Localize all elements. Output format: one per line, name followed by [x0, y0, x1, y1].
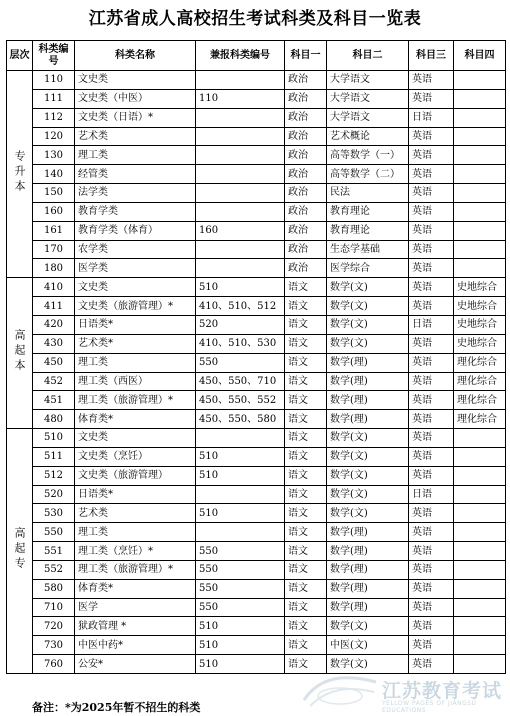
cell-name: 日语类* — [75, 485, 196, 504]
cell-name: 理工类 — [75, 353, 196, 372]
cell-subject-3: 英语 — [409, 353, 454, 372]
cell-subject-1: 语文 — [285, 297, 327, 316]
cell-subject-3: 英语 — [409, 89, 454, 108]
cell-subject-1: 语文 — [285, 560, 327, 579]
cell-subject-1: 政治 — [285, 184, 327, 203]
watermark — [300, 666, 505, 712]
cell-subject-3: 日语 — [409, 108, 454, 127]
cell-concurrent: 510 — [196, 504, 285, 523]
cell-code: 480 — [33, 410, 75, 429]
cell-name: 体育类* — [75, 579, 196, 598]
cell-subject-2: 医学综合 — [327, 259, 409, 278]
cell-code: 512 — [33, 466, 75, 485]
cell-subject-2: 高等数学（一） — [327, 146, 409, 165]
table-row — [7, 560, 506, 579]
cell-subject-3: 英语 — [409, 297, 454, 316]
cell-subject-4 — [454, 184, 506, 203]
header-name: 科类名称 — [75, 41, 196, 71]
cell-concurrent: 110 — [196, 89, 285, 108]
cell-subject-1: 语文 — [285, 315, 327, 334]
cell-subject-1: 语文 — [285, 579, 327, 598]
cell-subject-3: 英语 — [409, 429, 454, 448]
cell-subject-2: 数学(理) — [327, 579, 409, 598]
cell-subject-2: 数学(文) — [327, 429, 409, 448]
cell-subject-2: 教育理论 — [327, 202, 409, 221]
cell-subject-3: 英语 — [409, 372, 454, 391]
cell-subject-2: 数学(文) — [327, 655, 409, 674]
table-row — [7, 617, 506, 636]
cell-subject-2: 数学(文) — [327, 485, 409, 504]
cell-concurrent — [196, 202, 285, 221]
cell-concurrent — [196, 165, 285, 184]
cell-name: 农学类 — [75, 240, 196, 259]
cell-subject-4 — [454, 636, 506, 655]
cell-name: 教育学类（体育） — [75, 221, 196, 240]
cell-subject-2: 数学(文) — [327, 447, 409, 466]
cell-subject-3: 英语 — [409, 334, 454, 353]
cell-concurrent — [196, 523, 285, 542]
cell-name: 文史类 — [75, 278, 196, 297]
cell-subject-1: 语文 — [285, 353, 327, 372]
cell-subject-1: 政治 — [285, 146, 327, 165]
cell-subject-2: 数学(文) — [327, 504, 409, 523]
cell-subject-3: 英语 — [409, 165, 454, 184]
cell-code: 180 — [33, 259, 75, 278]
cell-name: 文史类（中医） — [75, 89, 196, 108]
cell-subject-2: 数学(文) — [327, 466, 409, 485]
cell-code: 110 — [33, 71, 75, 90]
cell-subject-3: 英语 — [409, 655, 454, 674]
header-level: 层次 — [7, 41, 33, 71]
cell-name: 法学类 — [75, 184, 196, 203]
cell-name: 文史类（日语）* — [75, 108, 196, 127]
cell-subject-3: 英语 — [409, 504, 454, 523]
cell-concurrent — [196, 259, 285, 278]
cell-subject-1: 政治 — [285, 221, 327, 240]
level-cell — [7, 429, 33, 674]
cell-name: 理工类 — [75, 146, 196, 165]
cell-code: 520 — [33, 485, 75, 504]
cell-name: 艺术类 — [75, 127, 196, 146]
cell-subject-1: 语文 — [285, 429, 327, 448]
cell-subject-1: 政治 — [285, 108, 327, 127]
cell-code: 451 — [33, 391, 75, 410]
cell-subject-2: 数学(理) — [327, 542, 409, 561]
cell-subject-1: 语文 — [285, 542, 327, 561]
cell-subject-4 — [454, 617, 506, 636]
cell-subject-2: 大学语文 — [327, 108, 409, 127]
cell-name: 教育学类 — [75, 202, 196, 221]
cell-subject-2: 数学(文) — [327, 334, 409, 353]
cell-name: 理工类（旅游管理）* — [75, 560, 196, 579]
cell-subject-1: 政治 — [285, 71, 327, 90]
cell-subject-3: 英语 — [409, 447, 454, 466]
cell-subject-3: 英语 — [409, 617, 454, 636]
cell-concurrent: 510 — [196, 447, 285, 466]
cell-subject-4 — [454, 127, 506, 146]
table-row — [7, 466, 506, 485]
cell-subject-4: 史地综合 — [454, 334, 506, 353]
cell-subject-4 — [454, 579, 506, 598]
table-row — [7, 315, 506, 334]
table-row — [7, 297, 506, 316]
cell-subject-1: 语文 — [285, 598, 327, 617]
cell-concurrent: 160 — [196, 221, 285, 240]
header-concurrent: 兼报科类编号 — [196, 41, 285, 71]
cell-name: 理工类（旅游管理）* — [75, 391, 196, 410]
table-row — [7, 240, 506, 259]
cell-code: 450 — [33, 353, 75, 372]
cell-subject-3: 英语 — [409, 391, 454, 410]
cell-name: 体育类* — [75, 410, 196, 429]
cell-subject-2: 生态学基础 — [327, 240, 409, 259]
table-row — [7, 259, 506, 278]
cell-subject-2: 大学语文 — [327, 89, 409, 108]
cell-subject-1: 语文 — [285, 485, 327, 504]
cell-concurrent: 450、550、710 — [196, 372, 285, 391]
cell-subject-1: 政治 — [285, 89, 327, 108]
cell-subject-4 — [454, 485, 506, 504]
cell-subject-2: 大学语文 — [327, 71, 409, 90]
cell-concurrent — [196, 184, 285, 203]
cell-subject-3: 英语 — [409, 127, 454, 146]
cell-code: 760 — [33, 655, 75, 674]
cell-concurrent: 450、550、580 — [196, 410, 285, 429]
cell-subject-4: 理化综合 — [454, 353, 506, 372]
cell-subject-1: 语文 — [285, 466, 327, 485]
cell-subject-4 — [454, 89, 506, 108]
cell-subject-4 — [454, 598, 506, 617]
cell-subject-4 — [454, 202, 506, 221]
cell-name: 文史类 — [75, 71, 196, 90]
table-row — [7, 429, 506, 448]
cell-concurrent: 550 — [196, 598, 285, 617]
cell-subject-2: 数学(理) — [327, 353, 409, 372]
cell-subject-1: 语文 — [285, 523, 327, 542]
header-subject-4: 科目四 — [454, 41, 506, 71]
cell-name: 狱政管理 * — [75, 617, 196, 636]
cell-subject-4 — [454, 504, 506, 523]
cell-name: 艺术类 — [75, 504, 196, 523]
header-code: 科类编号 — [33, 41, 75, 71]
cell-subject-1: 语文 — [285, 410, 327, 429]
cell-concurrent — [196, 240, 285, 259]
cell-subject-1: 语文 — [285, 447, 327, 466]
cell-subject-1: 政治 — [285, 165, 327, 184]
table-row — [7, 221, 506, 240]
cell-subject-4 — [454, 429, 506, 448]
cell-subject-3: 英语 — [409, 240, 454, 259]
cell-concurrent: 510 — [196, 466, 285, 485]
watermark-text: 江苏教育考试 — [382, 680, 503, 702]
cell-concurrent — [196, 127, 285, 146]
table-row — [7, 334, 506, 353]
header-subject-1: 科目一 — [285, 41, 327, 71]
cell-code: 720 — [33, 617, 75, 636]
table-row — [7, 278, 506, 297]
cell-subject-4: 理化综合 — [454, 391, 506, 410]
cell-subject-4: 史地综合 — [454, 297, 506, 316]
cell-name: 医学类 — [75, 259, 196, 278]
cell-subject-1: 语文 — [285, 372, 327, 391]
cell-concurrent: 450、550、552 — [196, 391, 285, 410]
level-cell — [7, 278, 33, 429]
cell-code: 551 — [33, 542, 75, 561]
cell-code: 530 — [33, 504, 75, 523]
table-row — [7, 523, 506, 542]
cell-concurrent: 510 — [196, 278, 285, 297]
cell-subject-4 — [454, 542, 506, 561]
cell-subject-1: 政治 — [285, 127, 327, 146]
cell-concurrent: 550 — [196, 353, 285, 372]
cell-subject-4 — [454, 523, 506, 542]
cell-name: 理工类 — [75, 523, 196, 542]
level-label: 专升本 — [13, 150, 26, 196]
cell-subject-2: 数学(文) — [327, 315, 409, 334]
cell-code: 120 — [33, 127, 75, 146]
cell-name: 理工类（西医） — [75, 372, 196, 391]
cell-subject-3: 英语 — [409, 71, 454, 90]
table-row — [7, 542, 506, 561]
watermark-subtext: YELLOW PAGES OF JIANGSU EDUCATIONS — [382, 700, 477, 714]
cell-subject-4 — [454, 560, 506, 579]
cell-subject-2: 数学(文) — [327, 278, 409, 297]
cell-subject-3: 英语 — [409, 278, 454, 297]
cell-subject-4 — [454, 466, 506, 485]
cell-code: 510 — [33, 429, 75, 448]
cell-subject-2: 教育理论 — [327, 221, 409, 240]
table-row — [7, 447, 506, 466]
cell-concurrent: 510 — [196, 636, 285, 655]
cell-code: 111 — [33, 89, 75, 108]
watermark-logo-icon — [300, 666, 380, 712]
cell-code: 150 — [33, 184, 75, 203]
cell-code: 170 — [33, 240, 75, 259]
cell-subject-3: 英语 — [409, 579, 454, 598]
cell-subject-4: 理化综合 — [454, 372, 506, 391]
cell-code: 550 — [33, 523, 75, 542]
table-row — [7, 353, 506, 372]
cell-code: 430 — [33, 334, 75, 353]
cell-code: 130 — [33, 146, 75, 165]
table-row — [7, 146, 506, 165]
cell-code: 160 — [33, 202, 75, 221]
cell-subject-4 — [454, 240, 506, 259]
cell-concurrent — [196, 71, 285, 90]
cell-subject-3: 英语 — [409, 184, 454, 203]
level-label: 高起专 — [13, 527, 26, 573]
cell-subject-3: 英语 — [409, 636, 454, 655]
table-row — [7, 184, 506, 203]
cell-subject-2: 数学(理) — [327, 391, 409, 410]
table-row — [7, 127, 506, 146]
table-row — [7, 108, 506, 127]
cell-code: 411 — [33, 297, 75, 316]
cell-name: 文史类（旅游管理）* — [75, 297, 196, 316]
cell-code: 140 — [33, 165, 75, 184]
cell-subject-4 — [454, 71, 506, 90]
cell-name: 文史类（烹饪） — [75, 447, 196, 466]
cell-name: 医学 — [75, 598, 196, 617]
cell-subject-3: 日语 — [409, 485, 454, 504]
level-label: 高起本 — [13, 329, 26, 375]
cell-concurrent: 510 — [196, 617, 285, 636]
cell-concurrent — [196, 429, 285, 448]
table-row — [7, 202, 506, 221]
page-title: 江苏省成人高校招生考试科类及科目一览表 — [88, 9, 422, 29]
cell-concurrent: 520 — [196, 315, 285, 334]
cell-concurrent — [196, 108, 285, 127]
cell-subject-3: 英语 — [409, 466, 454, 485]
cell-concurrent: 410、510、512 — [196, 297, 285, 316]
cell-subject-2: 数学(理) — [327, 523, 409, 542]
table-row — [7, 579, 506, 598]
cell-subject-3: 英语 — [409, 221, 454, 240]
cell-code: 161 — [33, 221, 75, 240]
table-row — [7, 410, 506, 429]
table-row — [7, 372, 506, 391]
cell-subject-1: 语文 — [285, 655, 327, 674]
cell-code: 410 — [33, 278, 75, 297]
cell-subject-2: 数学(文) — [327, 297, 409, 316]
cell-subject-4 — [454, 146, 506, 165]
table-row — [7, 165, 506, 184]
cell-code: 552 — [33, 560, 75, 579]
cell-subject-3: 英语 — [409, 146, 454, 165]
cell-subject-4 — [454, 221, 506, 240]
header-subject-3: 科目三 — [409, 41, 454, 71]
cell-subject-3: 英语 — [409, 598, 454, 617]
table-row — [7, 391, 506, 410]
cell-concurrent — [196, 146, 285, 165]
cell-name: 理工类（烹饪）* — [75, 542, 196, 561]
table-row — [7, 504, 506, 523]
footnote: 备注：*为2025年暂不招生的科类 — [32, 701, 201, 714]
cell-subject-1: 政治 — [285, 202, 327, 221]
cell-subject-2: 中医(文) — [327, 636, 409, 655]
cell-subject-1: 语文 — [285, 504, 327, 523]
cell-subject-3: 英语 — [409, 259, 454, 278]
cell-name: 艺术类* — [75, 334, 196, 353]
cell-name: 文史类（旅游管理） — [75, 466, 196, 485]
cell-subject-1: 语文 — [285, 391, 327, 410]
table-row — [7, 89, 506, 108]
cell-subject-3: 英语 — [409, 202, 454, 221]
cell-subject-1: 语文 — [285, 636, 327, 655]
cell-concurrent: 550 — [196, 579, 285, 598]
cell-name: 经管类 — [75, 165, 196, 184]
cell-subject-2: 数学(文) — [327, 617, 409, 636]
cell-code: 112 — [33, 108, 75, 127]
cell-code: 420 — [33, 315, 75, 334]
cell-subject-1: 语文 — [285, 617, 327, 636]
header-row — [7, 41, 506, 71]
cell-subject-2: 数学(理) — [327, 372, 409, 391]
cell-subject-3: 英语 — [409, 523, 454, 542]
cell-name: 日语类* — [75, 315, 196, 334]
header-subject-2: 科目二 — [327, 41, 409, 71]
cell-code: 511 — [33, 447, 75, 466]
cell-subject-1: 政治 — [285, 259, 327, 278]
cell-subject-2: 高等数学（二） — [327, 165, 409, 184]
cell-code: 580 — [33, 579, 75, 598]
cell-subject-4 — [454, 447, 506, 466]
cell-subject-3: 英语 — [409, 542, 454, 561]
cell-code: 730 — [33, 636, 75, 655]
cell-subject-1: 政治 — [285, 240, 327, 259]
cell-concurrent — [196, 485, 285, 504]
cell-subject-4 — [454, 108, 506, 127]
cell-concurrent: 550 — [196, 560, 285, 579]
table-row — [7, 71, 506, 90]
level-cell — [7, 71, 33, 278]
cell-subject-4: 史地综合 — [454, 278, 506, 297]
table-row — [7, 598, 506, 617]
cell-subject-1: 语文 — [285, 278, 327, 297]
cell-subject-2: 民法 — [327, 184, 409, 203]
cell-subject-2: 数学(理) — [327, 560, 409, 579]
cell-subject-4 — [454, 165, 506, 184]
cell-subject-2: 数学(理) — [327, 410, 409, 429]
table-row — [7, 636, 506, 655]
cell-name: 文史类 — [75, 429, 196, 448]
cell-concurrent: 550 — [196, 542, 285, 561]
table-row — [7, 485, 506, 504]
cell-subject-4: 史地综合 — [454, 315, 506, 334]
cell-subject-3: 日语 — [409, 315, 454, 334]
cell-code: 452 — [33, 372, 75, 391]
cell-subject-2: 数学(理) — [327, 598, 409, 617]
cell-subject-3: 英语 — [409, 410, 454, 429]
cell-name: 中医中药* — [75, 636, 196, 655]
subject-table — [6, 40, 506, 674]
cell-concurrent: 410、510、530 — [196, 334, 285, 353]
cell-subject-3: 英语 — [409, 560, 454, 579]
cell-subject-4: 理化综合 — [454, 410, 506, 429]
cell-subject-2: 艺术概论 — [327, 127, 409, 146]
cell-name: 公安* — [75, 655, 196, 674]
cell-code: 710 — [33, 598, 75, 617]
cell-concurrent: 510 — [196, 655, 285, 674]
cell-subject-4 — [454, 259, 506, 278]
cell-subject-1: 语文 — [285, 334, 327, 353]
